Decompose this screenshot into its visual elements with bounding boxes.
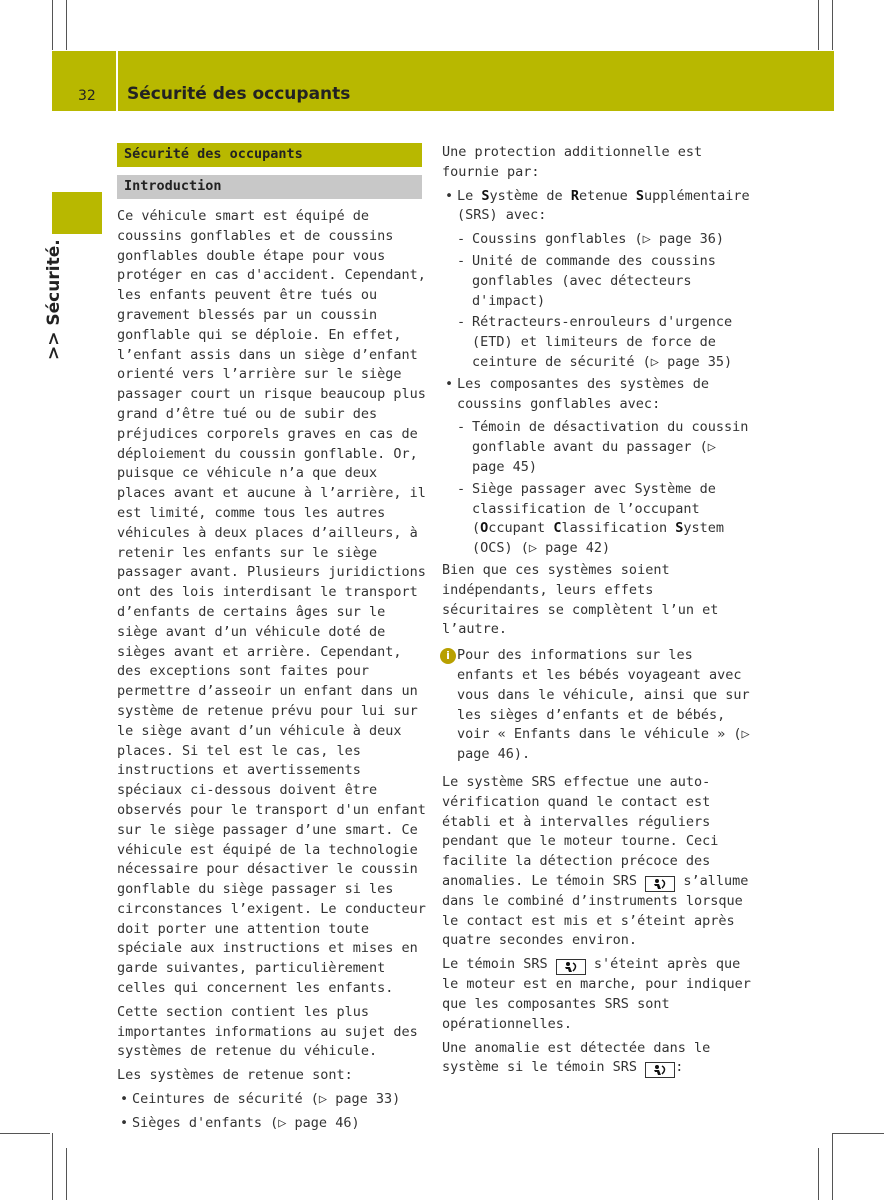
- crop-mark: [832, 1133, 884, 1134]
- list-item-text: Ceintures de sécurité (▷ page 33): [132, 1091, 401, 1108]
- info-note: [442, 646, 754, 765]
- text: Les composantes des systèmes de coussins gonflables avec:: [457, 375, 709, 412]
- paragraph: Cette section contient les plus importantes informations au sujet des systèmes de retenue du véhicule.: [117, 1003, 418, 1060]
- crop-mark: [66, 1148, 67, 1200]
- right-column: [442, 143, 754, 1082]
- text: O: [480, 520, 489, 537]
- srs-warning-icon: [645, 876, 675, 892]
- crop-mark: [832, 1133, 833, 1200]
- crop-mark: [818, 0, 819, 50]
- text: s’allume dans le combiné d’instruments lorsque le contact est mis et s’éteint après quatre secondes environ.: [442, 872, 749, 949]
- srs-warning-icon: [556, 959, 586, 975]
- sub-list-item: - Rétracteurs-enrouleurs d'urgence (ETD) et limiteurs de force de ceinture de sécurité (▷ page 35): [457, 314, 733, 370]
- list-item: • Les composantes des systèmes de coussins gonflables avec:: [445, 375, 709, 412]
- crop-mark: [52, 1133, 53, 1200]
- paragraph: [442, 773, 754, 951]
- crop-mark: [66, 0, 67, 50]
- text: lassification: [561, 520, 676, 537]
- sub-list-item: - Siège passager avec Système de classification de l’occupant (Occupant Classification System (OCS) (▷ page 42): [457, 480, 725, 557]
- crop-mark: [818, 1148, 819, 1200]
- text: Le témoin SRS: [442, 956, 556, 973]
- text: Coussins gonflables (▷ page 36): [472, 231, 724, 248]
- text: ccupant: [488, 520, 554, 537]
- intro-paragraph: Ce véhicule smart est équipé de coussins gonflables et de coussins gonflables double étape pour vous protéger en cas d'accident. Cependant, les enfants peuvent être tués ou gravement blessés par un coussin gonflable qui se déploie. En effet, l’enfant assis dans un siège d’enfant orienté vers l’arrière sur le siège passager court un risque beaucoup plus grand d’être tué ou de subir des préjudices corporels graves en cas de déploiement du coussin gonflable. Or, puisque ce véhicule n’a que deux places avant et aucune à l’arrière, il est limité, comme tous les autres véhicules à deux places d’ailleurs, à retenir les enfants sur le siège passager avant. Plusieurs juridictions ont des lois interdisant le transport d’enfants de certains âges sur le siège avant d’un véhicule doté de sièges avant et arrière. Cependant, des exceptions sont faites pour permettre d’asseoir un enfant dans un système de retenue prévu pour lui sur le siège avant d’un véhicule à deux places. Si tel est le cas, les instructions et avertissements spéciaux ci-dessous doivent être observés pour le transport d'un enfant sur le siège passager d’une smart. Ce véhicule est équipé de la technologie nécessaire pour désactiver le coussin gonflable du siège passager si les circonstances l’exigent. Le conducteur doit porter une attention toute spéciale aux instructions et mises en garde suivantes, particulièrement celles qui concernent les enfants.: [117, 208, 426, 997]
- sub-list-item: - Coussins gonflables (▷ page 36): [457, 231, 724, 248]
- text: Siège passager avec Système de classification de l’occupant (: [472, 480, 716, 537]
- text: Rétracteurs-enrouleurs d'urgence (ETD) et limiteurs de force de ceinture de sécurité (▷ page 35): [472, 314, 733, 370]
- list-item: • Ceintures de sécurité (▷ page 33): [120, 1091, 401, 1108]
- text: Unité de commande des coussins gonflables (avec détecteurs d'impact): [472, 252, 716, 309]
- side-tab-label: >> Sécurité.: [44, 239, 64, 360]
- text: S: [481, 187, 490, 204]
- paragraph: Une protection additionnelle est fournie par:: [442, 144, 703, 180]
- list-item: • Sièges d'enfants (▷ page 46): [120, 1114, 360, 1131]
- crop-mark: [832, 0, 833, 50]
- paragraph: Bien que ces systèmes soient indépendants, leurs effets sécuritaires se complètent l’un et l’autre.: [442, 561, 719, 638]
- header-divider: [116, 51, 118, 111]
- text: Le: [457, 187, 482, 204]
- text: ystem (OCS) (▷ page 42): [472, 520, 725, 557]
- text: S: [675, 520, 684, 537]
- text: C: [553, 520, 562, 537]
- sub-list-item: - Témoin de désactivation du coussin gonflable avant du passager (▷ page 45): [457, 419, 749, 475]
- sub-list-item: - Unité de commande des coussins gonflables (avec détecteurs d'impact): [457, 252, 716, 309]
- crop-mark: [0, 1133, 50, 1134]
- text: Le système SRS effectue une auto-vérification quand le contact est établi et à intervalles réguliers pendant que le moteur tourne. Ceci facilite la détection précoce des anomalies. Le témoin SRS: [442, 773, 719, 889]
- info-text: Pour des informations sur les enfants et les bébés voyageant avec vous dans le véhicule, ainsi que sur les sièges d’enfants et de bébés, voir « Enfants dans le véhicule » (▷ page 46).: [457, 647, 750, 763]
- text: upplémentaire (SRS) avec:: [457, 187, 750, 224]
- text: :: [675, 1059, 684, 1076]
- page-number: 32: [78, 88, 96, 104]
- left-column: [117, 207, 427, 1138]
- text: etenue: [578, 187, 636, 204]
- list-item-text: Sièges d'enfants (▷ page 46): [132, 1114, 360, 1131]
- text: R: [570, 187, 579, 204]
- page-title: Sécurité des occupants: [127, 84, 351, 104]
- text: Témoin de désactivation du coussin gonflable avant du passager (▷ page 45): [472, 419, 749, 475]
- info-icon: i: [440, 648, 456, 664]
- list-item: • Le Système de Retenue Supplémentaire (SRS) avec:: [445, 187, 750, 224]
- text: s'éteint après que le moteur est en marche, pour indiquer que les composantes SRS sont opérationnelles.: [442, 956, 751, 1032]
- text: ystème de: [489, 187, 571, 204]
- text: Une anomalie est détectée dans le système si le témoin SRS: [442, 1039, 711, 1076]
- srs-warning-icon: [645, 1062, 675, 1078]
- crop-mark: [52, 0, 53, 50]
- sub-heading: Introduction: [117, 175, 422, 199]
- paragraph: [442, 955, 754, 1034]
- section-heading: Sécurité des occupants: [117, 143, 422, 167]
- text: S: [635, 187, 644, 204]
- paragraph: Les systèmes de retenue sont:: [117, 1067, 353, 1084]
- paragraph: [442, 1039, 754, 1079]
